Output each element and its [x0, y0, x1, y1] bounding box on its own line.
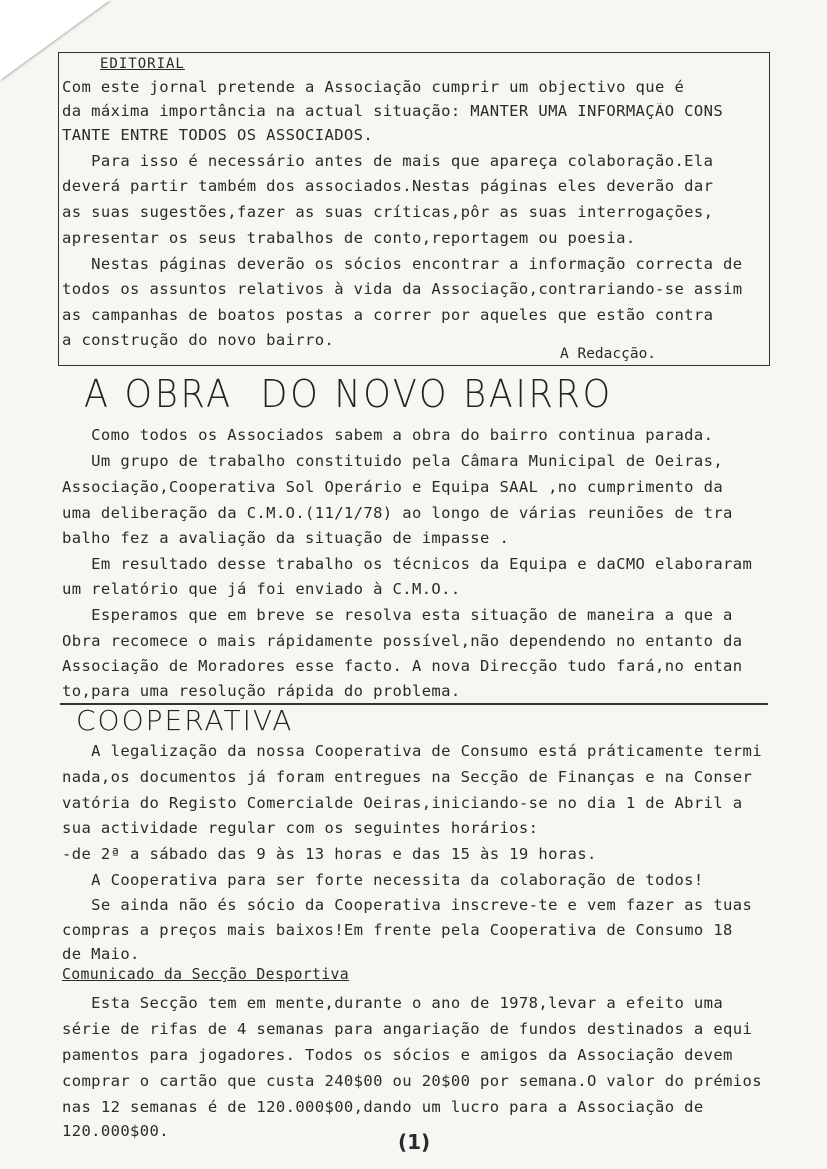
desportiva-line: 120.000$00.	[62, 1123, 169, 1140]
cooperativa-line: A legalização da nossa Cooperativa de Consumo está práticamente termi	[62, 743, 762, 760]
desportiva-line: nas 12 semanas é de 120.000$00,dando um lucro para a Associação de	[62, 1099, 704, 1116]
cooperativa-line: de Maio.	[62, 946, 140, 963]
cooperativa-line: compras a preços mais baixos!Em frente pela Cooperativa de Consumo 18	[62, 922, 733, 939]
cooperativa-line: Se ainda não és sócio da Cooperativa inscreve-te e vem fazer as tuas	[62, 897, 753, 914]
cooperativa-line: -de 2ª a sábado das 9 às 13 horas e das 15 às 19 horas.	[62, 846, 597, 863]
editorial-line: da máxima importância na actual situação: MANTER UMA INFORMAÇÃO CONS	[62, 103, 724, 120]
cooperativa-title: COOPERATIVA	[76, 704, 294, 737]
obra-line: Esperamos que em breve se resolva esta situação de maneira a que a	[62, 607, 733, 624]
obra-line: balho fez a avaliação da situação de impasse .	[62, 530, 510, 547]
obra-line: Obra recomece o mais rápidamente possível,não dependendo no entanto da	[62, 633, 743, 650]
editorial-line: Nestas páginas deverão os sócios encontrar a informação correcta de	[62, 256, 743, 273]
obra-line: Associação de Moradores esse facto. A nova Direcção tudo fará,no entan	[62, 658, 743, 675]
editorial-heading: EDITORIAL	[100, 56, 185, 72]
desportiva-line: série de rifas de 4 semanas para angariação de fundos destinados a equi	[62, 1021, 753, 1038]
desportiva-line: comprar o cartão que custa 240$00 ou 20$00 por semana.O valor do prémios	[62, 1073, 762, 1090]
cooperativa-line: vatória do Registo Comercialde Oeiras,iniciando-se no dia 1 de Abril a	[62, 795, 743, 812]
editorial-signature: A Redacção.	[560, 346, 657, 362]
editorial-line: todos os assuntos relativos à vida da Associação,contrariando-se assim	[62, 281, 743, 298]
page-number: (1)	[398, 1130, 431, 1154]
editorial-line: as campanhas de boatos postas a correr por aqueles que estão contra	[62, 307, 714, 324]
desportiva-line: Esta Secção tem em mente,durante o ano de 1978,levar a efeito uma	[62, 995, 724, 1012]
obra-title: A OBRA DO NOVO BAIRRO	[84, 372, 613, 416]
editorial-line: deverá partir também dos associados.Nestas páginas eles deverão dar	[62, 178, 714, 195]
editorial-line: a construção do novo bairro.	[62, 332, 335, 349]
desportiva-heading: Comunicado da Secção Desportiva	[62, 966, 350, 983]
obra-line: to,para uma resolução rápida do problema.	[62, 683, 461, 700]
obra-line: uma deliberação da C.M.O.(11/1/78) ao longo de várias reuniões de tra	[62, 505, 733, 522]
obra-line: um relatório que já foi enviado à C.M.O..	[62, 581, 461, 598]
editorial-line: as suas sugestões,fazer as suas críticas,pôr as suas interrogações,	[62, 204, 714, 221]
obra-line: Em resultado desse trabalho os técnicos da Equipa e daCMO elaboraram	[62, 556, 753, 573]
cooperativa-line: A Cooperativa para ser forte necessita da colaboração de todos!	[62, 872, 704, 889]
editorial-line: apresentar os seus trabalhos de conto,reportagem ou poesia.	[62, 230, 636, 247]
cooperativa-line: nada,os documentos já foram entregues na Secção de Finanças e na Conser	[62, 769, 753, 786]
obra-line: Um grupo de trabalho constituido pela Câmara Municipal de Oeiras,	[62, 453, 724, 470]
desportiva-line: pamentos para jogadores. Todos os sócios e amigos da Associação devem	[62, 1047, 733, 1064]
obra-line: Associação,Cooperativa Sol Operário e Equipa SAAL ,no cumprimento da	[62, 479, 724, 496]
obra-line: Como todos os Associados sabem a obra do bairro continua parada.	[62, 427, 714, 444]
editorial-line: Para isso é necessário antes de mais que apareça colaboração.Ela	[62, 153, 714, 170]
cooperativa-line: sua actividade regular com os seguintes horários:	[62, 820, 539, 837]
editorial-line: TANTE ENTRE TODOS OS ASSOCIADOS.	[62, 127, 374, 144]
editorial-line: Com este jornal pretende a Associação cumprir um objectivo que é	[62, 79, 685, 96]
